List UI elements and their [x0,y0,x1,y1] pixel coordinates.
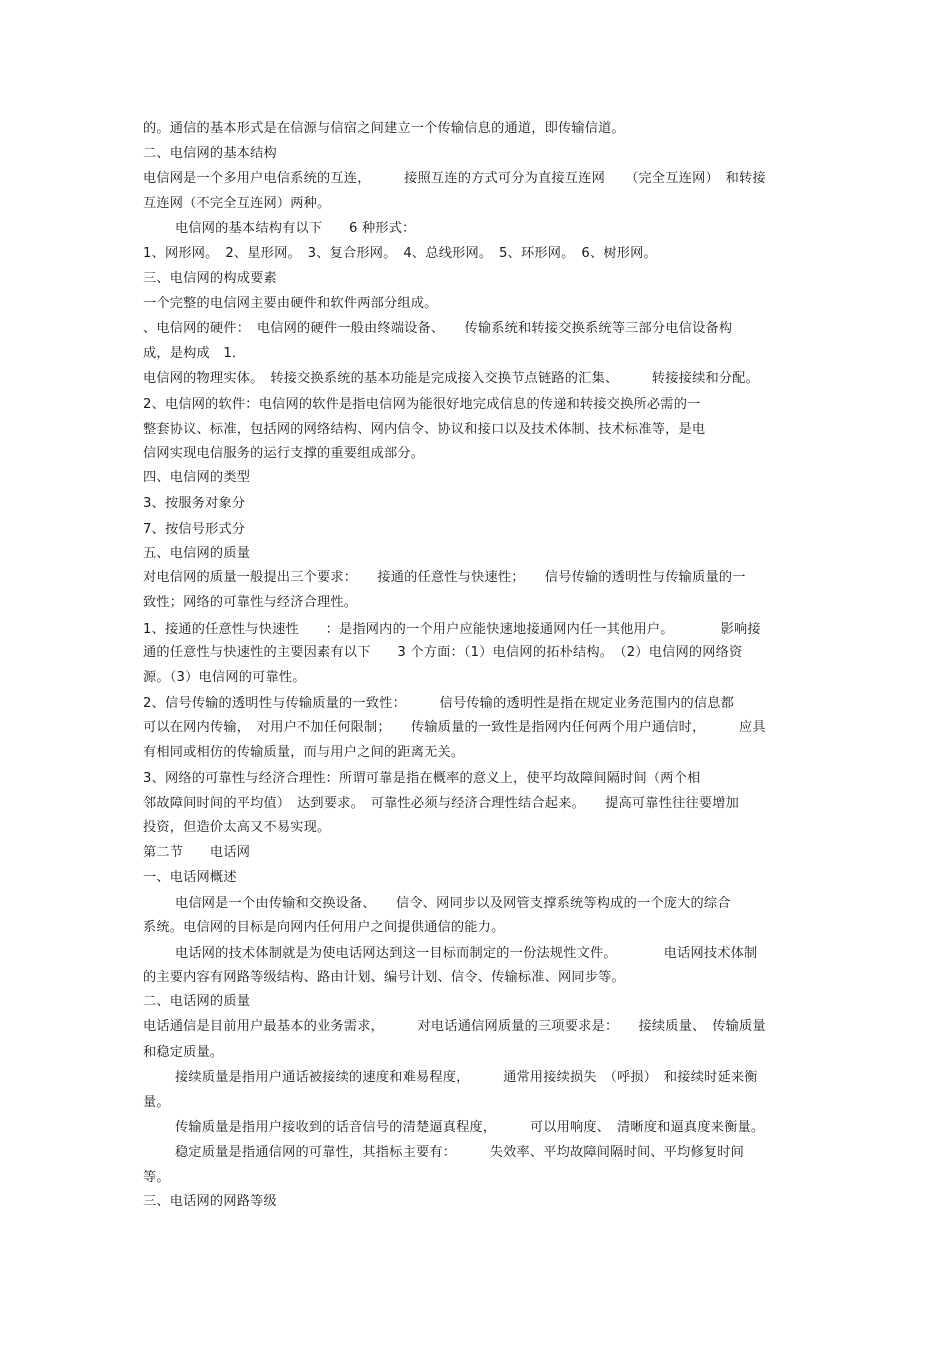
text-line: 一个完整的电信网主要由硬件和软件两部分组成。 [143,296,438,311]
text-line: 电话通信是目前用户最基本的业务需求， 对电话通信网质量的三项要求是： 接续质量、 传输质量 [143,1019,766,1034]
text-line: 接续质量是指用户通话被接续的速度和难易程度， 通常用接续损失 （呼损） 和接续时延来衡 [175,1070,758,1085]
text-line: 稳定质量是指通信网的可靠性，其指标主要有： 失效率、平均故障间隔时间、平均修复时间 [175,1145,745,1160]
text-line: 3、网络的可靠性与经济合理性：所谓可靠是指在概率的意义上，使平均故障间隔时间（两个相 [143,771,701,786]
text-line: 通的任意性与快速性的主要因素有以下 3 个方面：（1）电信网的拓朴结构。 （2）电信网的网络资 [143,645,743,660]
text-line: 传输质量是指用户接收到的话音信号的清楚逼真程度， 可以用响度、 清晰度和逼真度来衡量。 [175,1120,765,1135]
text-line: 对电信网的质量一般提出三个要求： 接通的任意性与快速性； 信号传输的透明性与传输质量的一 [143,570,746,585]
text-line: 电信网的物理实体。 转接交换系统的基本功能是完成接入交换节点链路的汇集、 转接接续和分配。 [143,371,760,386]
text-line: 电信网的基本结构有以下 6 种形式： [175,221,416,236]
text-line: 量。 [143,1095,170,1110]
text-line: 1、网形网。 2、星形网。 3、复合形网。 4、总线形网。 5、环形网。 6、树形网。 [143,246,657,261]
text-line: 的主要内容有网路等级结构、路由计划、编号计划、信令、传输标准、网同步等。 [143,970,625,985]
text-line: 2、信号传输的透明性与传输质量的一致性： 信号传输的透明性是指在规定业务范围内的信息都 [143,696,735,711]
section-heading: 二、电信网的基本结构 [143,146,277,161]
text-line: 电信网是一个多用户电信系统的互连， 接照互连的方式可分为直接互连网 （完全互连网） 和转接 [143,171,766,186]
text-line: 电话网的技术体制就是为使电话网达到这一目标而制定的一份法规性文件。 电话网技术体制 [175,946,758,961]
section-heading: 四、电信网的类型 [143,470,251,485]
chapter-heading: 第二节 电话网 [143,845,251,860]
section-heading: 二、电话网的质量 [143,994,251,1009]
section-heading: 五、电信网的质量 [143,546,251,561]
section-heading: 三、电话网的网路等级 [143,1194,277,1209]
text-line: 的。通信的基本形式是在信源与信宿之间建立一个传输信息的通道，即传输信道。 [143,121,625,136]
text-line: 3、按服务对象分 [143,496,246,511]
text-line: 可以在网内传输， 对用户不加任何限制； 传输质量的一致性是指网内任何两个用户通信时， 应具 [143,720,766,735]
text-line: 系统。电信网的目标是向网内任何用户之间提供通信的能力。 [143,920,505,935]
text-line: 7、按信号形式分 [143,522,246,537]
section-heading: 三、电信网的构成要素 [143,271,277,286]
text-line: 成，是构成 1． [143,346,246,361]
text-line: 等。 [143,1170,170,1185]
text-line: 邻故障间时间的平均值） 达到要求。 可靠性必须与经济合理性结合起来。 提高可靠性往往要增加 [143,796,740,811]
text-line: 整套协议、标准，包括网的网络结构、网内信令、协议和接口以及技术体制、技术标准等，是电 [143,422,706,437]
text-line: 2、电信网的软件：电信网的软件是指电信网为能很好地完成信息的传递和转接交换所必需的一 [143,397,701,412]
text-line: 投资，但造价太高又不易实现。 [143,820,331,835]
text-line: 互连网（不完全互连网）两种。 [143,196,331,211]
text-line: 有相同或相仿的传输质量，而与用户之间的距离无关。 [143,745,465,760]
text-line: 电信网是一个由传输和交换设备、 信令、网同步以及网管支撑系统等构成的一个庞大的综合 [175,896,731,911]
text-line: 信网实现电信服务的运行支撑的重要组成部分。 [143,446,425,461]
text-line: 、电信网的硬件： 电信网的硬件一般由终端设备、 传输系统和转接交换系统等三部分电信设备构 [143,321,733,336]
text-line: 1、接通的任意性与快速性 ：是指网内的一个用户应能快速地接通网内任一其他用户。 影响接 [143,622,761,637]
text-line: 源。（3）电信网的可靠性。 [143,670,306,685]
text-line: 和稳定质量。 [143,1045,224,1060]
section-heading: 一、电话网概述 [143,870,237,885]
text-line: 致性；网络的可靠性与经济合理性。 [143,595,358,610]
